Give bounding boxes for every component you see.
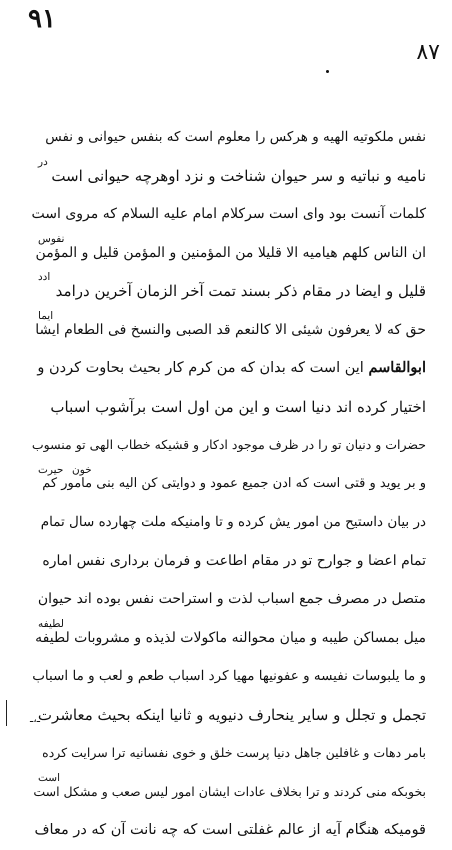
manuscript-line: حق که لا یعرفون شیئی الا کالنعم قد الصبی والنسخ فی الطعام ایشا ایما bbox=[35, 309, 426, 338]
margin-rule bbox=[6, 700, 13, 726]
manuscript-line: میل بمساکن طیبه و میان محوالنه ماکولات لذیذه و مشروبات لطیفه لطیفه bbox=[35, 617, 426, 646]
manuscript-line: بامر دهات و غافلین جاهل دنیا پرست خلق و خوی نفسانیه ترا سرایت کرده bbox=[42, 745, 426, 760]
interlinear-gloss: نفوس bbox=[38, 232, 65, 245]
manuscript-line: نفس ملکوتیه الهیه و هرکس را معلوم است که بنفس حیوانی و نفس bbox=[45, 129, 426, 145]
interlinear-gloss: خون bbox=[72, 463, 92, 476]
heading-word: ابوالقاسم bbox=[368, 359, 426, 376]
manuscript-line: حضرات و دنیان تو را در ظرف موجود ادکار و قشیکه خطاب الهی تو منسوب bbox=[31, 437, 426, 452]
line-rest: این است که بدان که من کرم کار بحیث بحاوت کردن و bbox=[37, 360, 369, 376]
manuscript-line: و ما یلبوسات نفیسه و عفونیها مهیا کرد اسباب طعم و لعب و ما اسباب bbox=[32, 668, 426, 684]
manuscript-line: تجمل و تجلل و سایر ینحارف دنیویه و ثانیا اینکه بحیث معاشرت bbox=[37, 705, 426, 724]
interlinear-gloss: حیرت bbox=[38, 463, 64, 476]
manuscript-line: بخوبکه منی کردند و ترا بخلاف عادات ایشان امور لیس صعب و مشکل است است bbox=[33, 771, 426, 799]
bottom-mark: ـ،ـ bbox=[30, 712, 40, 725]
manuscript-line: متصل در مصرف جمع اسباب لذت و استراحت نفس بوده اند حیوان bbox=[37, 591, 426, 607]
manuscript-line: اختیار کرده اند دنیا است و این من اول است برآشوب اسباب bbox=[50, 397, 426, 416]
manuscript-text-block bbox=[31, 118, 426, 850]
manuscript-line: نامیه و نباتیه و سر حیوان شناخت و نزد اوهرچه حیوانی است در bbox=[38, 155, 426, 185]
manuscript-line: و بر یوید و قتی است که ادن جمیع عمود و دوایتی کن الیه بنی مامور کم حیرت خون bbox=[38, 463, 426, 491]
manuscript-line bbox=[34, 349, 426, 388]
manuscript-line: در بیان داستیح من امور یش کرده و تا وامنیکه ملت چهارده سال تمام bbox=[40, 514, 426, 530]
interlinear-gloss: لطیفه bbox=[38, 617, 64, 630]
manuscript-line: ان الناس کلهم هیامیه الا قلیلا من المؤمنین و المؤمن قلیل و المؤمن نفوس bbox=[35, 232, 426, 261]
interlinear-gloss: در bbox=[38, 155, 48, 168]
manuscript-line: کلمات آنست بود وای است سرکلام امام علیه السلام که مروی است bbox=[31, 206, 426, 222]
folio-number-top: ۹۱ bbox=[28, 4, 56, 34]
folio-number-right: ۸۷ bbox=[416, 40, 440, 65]
interlinear-gloss: است bbox=[38, 771, 61, 784]
ink-dot bbox=[326, 70, 329, 73]
manuscript-line: تمام اعضا و جوارح تو در مقام اطاعت و فرمان برداری نفس اماره bbox=[42, 552, 426, 569]
manuscript-line: قلیل و ایضا در مقام ذکر بسند تمت آخر الزمان آخرین درامد ادد bbox=[38, 271, 426, 300]
interlinear-gloss: ادد bbox=[38, 271, 51, 283]
interlinear-gloss: ایما bbox=[38, 309, 54, 322]
manuscript-line: قومیکه هنگام آیه از عالم غفلتی است که چه نانت آن که در معاف bbox=[34, 822, 426, 838]
